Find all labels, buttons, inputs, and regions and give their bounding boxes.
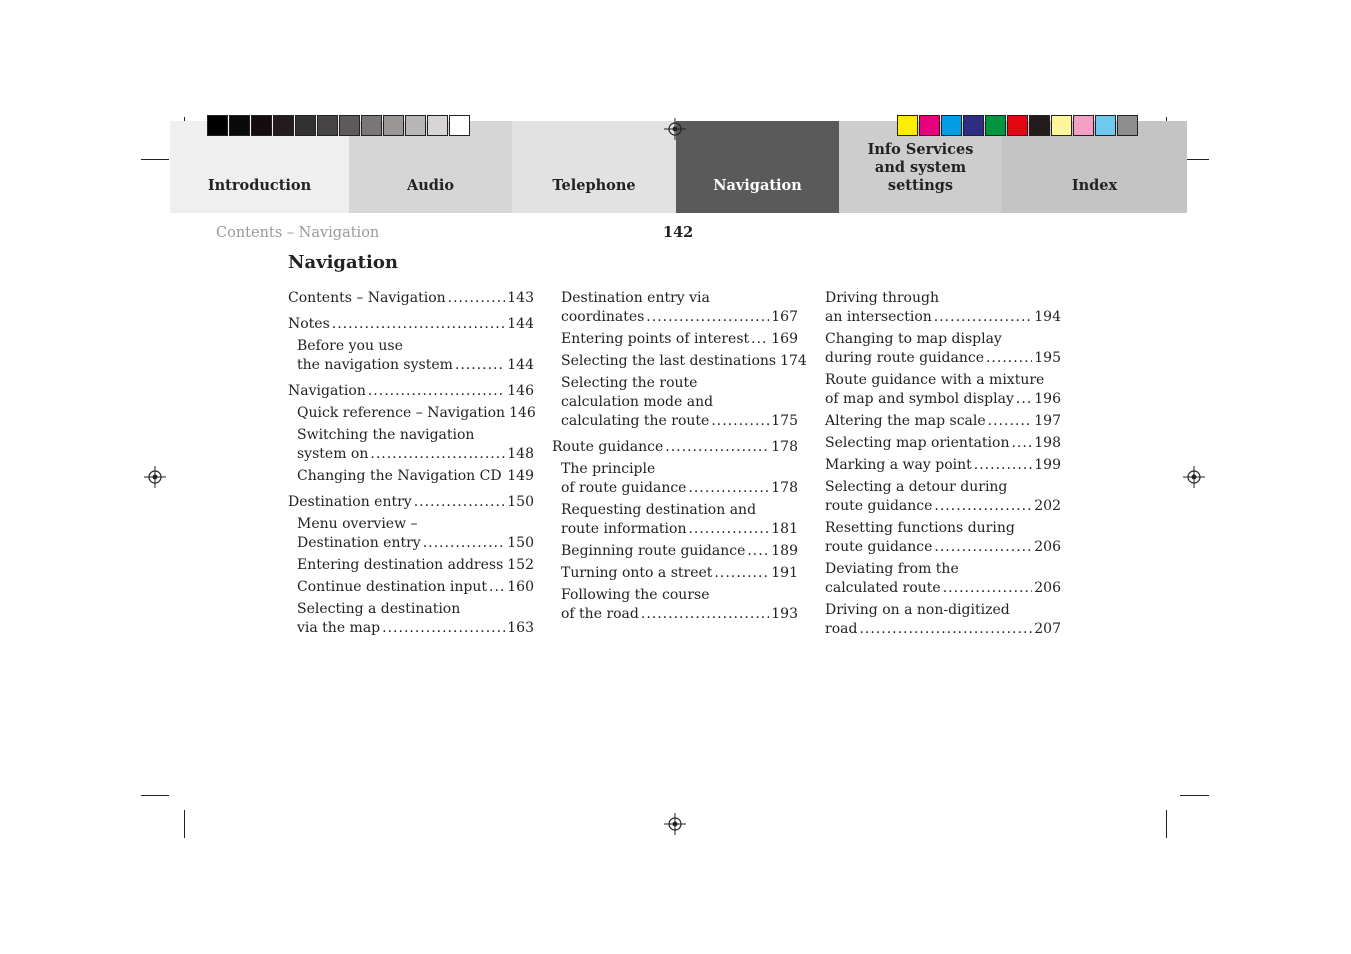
color-swatch <box>919 115 940 136</box>
dot-leader <box>711 412 769 431</box>
toc-entry[interactable] <box>825 601 1061 639</box>
dot-leader <box>714 564 769 583</box>
toc-entry[interactable] <box>288 382 534 401</box>
toc-entry[interactable] <box>825 434 1061 453</box>
toc-entry[interactable] <box>552 542 798 561</box>
toc-entry-label: Marking a way point <box>825 457 972 473</box>
toc-entry[interactable] <box>288 600 534 638</box>
toc-entry-label: Route guidance <box>552 439 664 455</box>
toc-entry-label: Changing the Navigation CD <box>297 468 502 484</box>
toc-entry-label: Continue destination input <box>297 579 488 595</box>
toc-entry[interactable] <box>825 371 1061 409</box>
gray-swatch <box>251 115 272 136</box>
color-swatch <box>1051 115 1072 136</box>
toc-entry-label: Entering points of interest <box>561 331 750 347</box>
toc-entry[interactable] <box>552 352 807 371</box>
gray-swatch <box>405 115 426 136</box>
toc-page-number: 189 <box>771 543 798 559</box>
toc-entry[interactable] <box>288 315 534 334</box>
toc-entry-label: Menu overview – <box>297 516 418 532</box>
toc-entry[interactable] <box>825 412 1061 431</box>
toc-entry[interactable] <box>288 556 534 575</box>
toc-page-number: 150 <box>507 494 534 510</box>
dot-leader <box>974 456 1033 475</box>
toc-entry-label: Destination entry <box>297 535 421 551</box>
toc-entry[interactable] <box>825 478 1061 516</box>
toc-entry-label: of map and symbol display <box>825 391 1014 407</box>
toc-entry-label: Switching the navigation <box>297 427 475 443</box>
toc-entry-label: Deviating from the <box>825 561 959 577</box>
toc-entry-label: Selecting the route <box>561 375 698 391</box>
toc-entry-label: coordinates <box>561 309 645 325</box>
toc-page-number: 195 <box>1034 350 1061 366</box>
crop-mark <box>1166 810 1167 838</box>
dot-leader <box>370 445 505 464</box>
toc-entry[interactable] <box>552 289 798 327</box>
toc-page-number: 144 <box>507 357 534 373</box>
toc-page-number: 167 <box>771 309 798 325</box>
toc-entry[interactable] <box>288 493 534 512</box>
toc-page-number: 206 <box>1034 580 1061 596</box>
toc-page-number: 146 <box>509 405 536 421</box>
toc-page-number: 178 <box>771 439 798 455</box>
toc-entry-label: of route guidance <box>561 480 687 496</box>
section-label: Contents – Navigation <box>216 225 380 241</box>
toc-entry-label: Entering destination address <box>297 557 504 573</box>
dot-leader <box>934 497 1032 516</box>
toc-entry-label: Altering the map scale <box>825 413 986 429</box>
toc-page-number: 146 <box>507 383 534 399</box>
registration-mark-icon <box>1183 466 1205 488</box>
tab-telephone[interactable]: Telephone <box>512 121 676 213</box>
toc-column-1 <box>288 289 534 641</box>
gray-swatch <box>207 115 228 136</box>
toc-entry-label: calculated route <box>825 580 941 596</box>
toc-entry-label: Quick reference – Navigation <box>297 405 506 421</box>
dot-leader <box>688 479 769 498</box>
dot-leader <box>943 579 1033 598</box>
toc-entry-label: Requesting destination and <box>561 502 757 518</box>
color-swatch <box>941 115 962 136</box>
page-title: Navigation <box>288 252 398 273</box>
toc-entry-label: Navigation <box>288 383 366 399</box>
dot-leader <box>934 538 1032 557</box>
toc-entry-label: Destination entry <box>288 494 412 510</box>
toc-entry[interactable] <box>552 460 798 498</box>
toc-entry[interactable] <box>825 519 1061 557</box>
toc-entry[interactable] <box>552 586 798 624</box>
toc-page-number: 202 <box>1034 498 1061 514</box>
dot-leader <box>646 308 769 327</box>
dot-leader <box>859 620 1032 639</box>
registration-mark-icon <box>664 118 686 140</box>
toc-entry[interactable] <box>552 330 798 349</box>
toc-entry[interactable] <box>288 289 534 308</box>
toc-page-number: 207 <box>1034 621 1061 637</box>
crop-mark <box>141 795 169 796</box>
toc-entry-label: an intersection <box>825 309 932 325</box>
dot-leader <box>448 289 506 308</box>
toc-column-3 <box>825 289 1061 642</box>
toc-entry-label: Contents – Navigation <box>288 290 446 306</box>
toc-entry[interactable] <box>552 374 798 431</box>
dot-leader <box>751 330 769 349</box>
toc-column-2 <box>552 289 807 627</box>
tab-index[interactable]: Index <box>1002 121 1187 213</box>
dot-leader <box>368 382 505 401</box>
dot-leader <box>641 605 769 624</box>
toc-entry-label: road <box>825 621 858 637</box>
toc-entry-label: route guidance <box>825 539 933 555</box>
toc-entry[interactable] <box>825 330 1061 368</box>
toc-entry-label: Driving through <box>825 290 939 306</box>
dot-leader <box>1016 390 1032 409</box>
crop-mark <box>141 159 169 160</box>
dot-leader <box>934 308 1032 327</box>
gray-swatch <box>427 115 448 136</box>
toc-page-number: 194 <box>1034 309 1061 325</box>
gray-swatch <box>383 115 404 136</box>
toc-entry-label: Turning onto a street <box>561 565 713 581</box>
toc-entry-label: Driving on a non-digitized <box>825 602 1010 618</box>
tab-audio[interactable]: Audio <box>349 121 512 213</box>
toc-page-number: 198 <box>1034 435 1061 451</box>
toc-entry-label: Destination entry via <box>561 290 710 306</box>
crop-mark <box>1180 795 1209 796</box>
crop-mark <box>184 810 185 838</box>
dot-leader <box>688 520 769 539</box>
toc-page-number: 169 <box>771 331 798 347</box>
dot-leader <box>455 356 505 375</box>
gray-swatch <box>449 115 470 136</box>
page-number: 142 <box>663 224 694 241</box>
color-swatch <box>1007 115 1028 136</box>
toc-entry[interactable] <box>288 426 534 464</box>
dot-leader <box>414 493 506 512</box>
toc-entry-label: Changing to map display <box>825 331 1002 347</box>
toc-entry-label: Selecting a detour during <box>825 479 1008 495</box>
gray-swatch <box>339 115 360 136</box>
toc-page-number: 160 <box>507 579 534 595</box>
color-swatch <box>1073 115 1094 136</box>
gray-swatch <box>273 115 294 136</box>
toc-page-number: 181 <box>771 521 798 537</box>
toc-page-number: 143 <box>507 290 534 306</box>
color-swatch <box>1117 115 1138 136</box>
tab-navigation[interactable]: Navigation <box>676 121 839 213</box>
toc-entry-label: via the map <box>297 620 381 636</box>
registration-mark-icon <box>664 813 686 835</box>
toc-entry-label: Beginning route guidance <box>561 543 746 559</box>
toc-page-number: 196 <box>1034 391 1061 407</box>
toc-entry[interactable] <box>288 337 534 375</box>
toc-entry-label: Selecting map orientation <box>825 435 1010 451</box>
toc-page-number: 152 <box>507 557 534 573</box>
toc-entry[interactable] <box>552 438 798 457</box>
toc-page-number: 191 <box>771 565 798 581</box>
gray-swatch <box>295 115 316 136</box>
toc-page-number: 163 <box>507 620 534 636</box>
dot-leader <box>665 438 769 457</box>
toc-entry[interactable] <box>288 404 534 423</box>
toc-entry-label: Notes <box>288 316 330 332</box>
gray-swatch <box>317 115 338 136</box>
dot-leader <box>332 315 505 334</box>
dot-leader <box>988 412 1033 431</box>
color-swatch <box>985 115 1006 136</box>
tab-introduction[interactable]: Introduction <box>170 121 349 213</box>
toc-entry-label: Route guidance with a mixture <box>825 372 1045 388</box>
toc-entry[interactable] <box>288 515 534 553</box>
toc-entry-label: route information <box>561 521 687 537</box>
dot-leader <box>1011 434 1032 453</box>
toc-entry-label: calculation mode and <box>561 394 714 410</box>
gray-swatch <box>229 115 250 136</box>
toc-page-number: 148 <box>507 446 534 462</box>
toc-entry-label: of the road <box>561 606 639 622</box>
toc-entry[interactable] <box>288 578 534 597</box>
toc-entry-label: Before you use <box>297 338 403 354</box>
toc-entry[interactable] <box>288 467 534 486</box>
dot-leader <box>423 534 506 553</box>
toc-page-number: 175 <box>771 413 798 429</box>
toc-entry[interactable] <box>552 501 798 539</box>
toc-page-number: 193 <box>771 606 798 622</box>
dot-leader <box>504 467 506 486</box>
dot-leader <box>747 542 769 561</box>
dot-leader <box>986 349 1032 368</box>
tab-info-services-and-system-settings[interactable]: Info Services and system settings <box>839 121 1002 213</box>
toc-page-number: 199 <box>1034 457 1061 473</box>
color-swatch <box>1029 115 1050 136</box>
toc-entry-label: during route guidance <box>825 350 984 366</box>
toc-page-number: 144 <box>507 316 534 332</box>
registration-mark-icon <box>144 466 166 488</box>
toc-page-number: 174 <box>780 353 807 369</box>
color-swatch <box>963 115 984 136</box>
color-swatch <box>1095 115 1116 136</box>
toc-entry-label: The principle <box>561 461 656 477</box>
toc-entry[interactable] <box>825 560 1061 598</box>
toc-page-number: 178 <box>771 480 798 496</box>
toc-entry-label: system on <box>297 446 369 462</box>
gray-swatch <box>361 115 382 136</box>
color-swatch <box>897 115 918 136</box>
toc-entry-label: Resetting functions during <box>825 520 1015 536</box>
toc-entry-label: route guidance <box>825 498 933 514</box>
toc-entry[interactable] <box>825 289 1061 327</box>
toc-entry-label: Selecting the last destinations <box>561 353 777 369</box>
toc-entry-label: Selecting a destination <box>297 601 461 617</box>
toc-page-number: 149 <box>507 468 534 484</box>
dot-leader <box>489 578 505 597</box>
toc-entry-label: calculating the route <box>561 413 710 429</box>
toc-entry[interactable] <box>825 456 1061 475</box>
toc-entry-label: the navigation system <box>297 357 453 373</box>
toc-page-number: 197 <box>1034 413 1061 429</box>
toc-page-number: 206 <box>1034 539 1061 555</box>
toc-page-number: 150 <box>507 535 534 551</box>
toc-entry[interactable] <box>552 564 798 583</box>
dot-leader <box>382 619 505 638</box>
toc-entry-label: Following the course <box>561 587 710 603</box>
